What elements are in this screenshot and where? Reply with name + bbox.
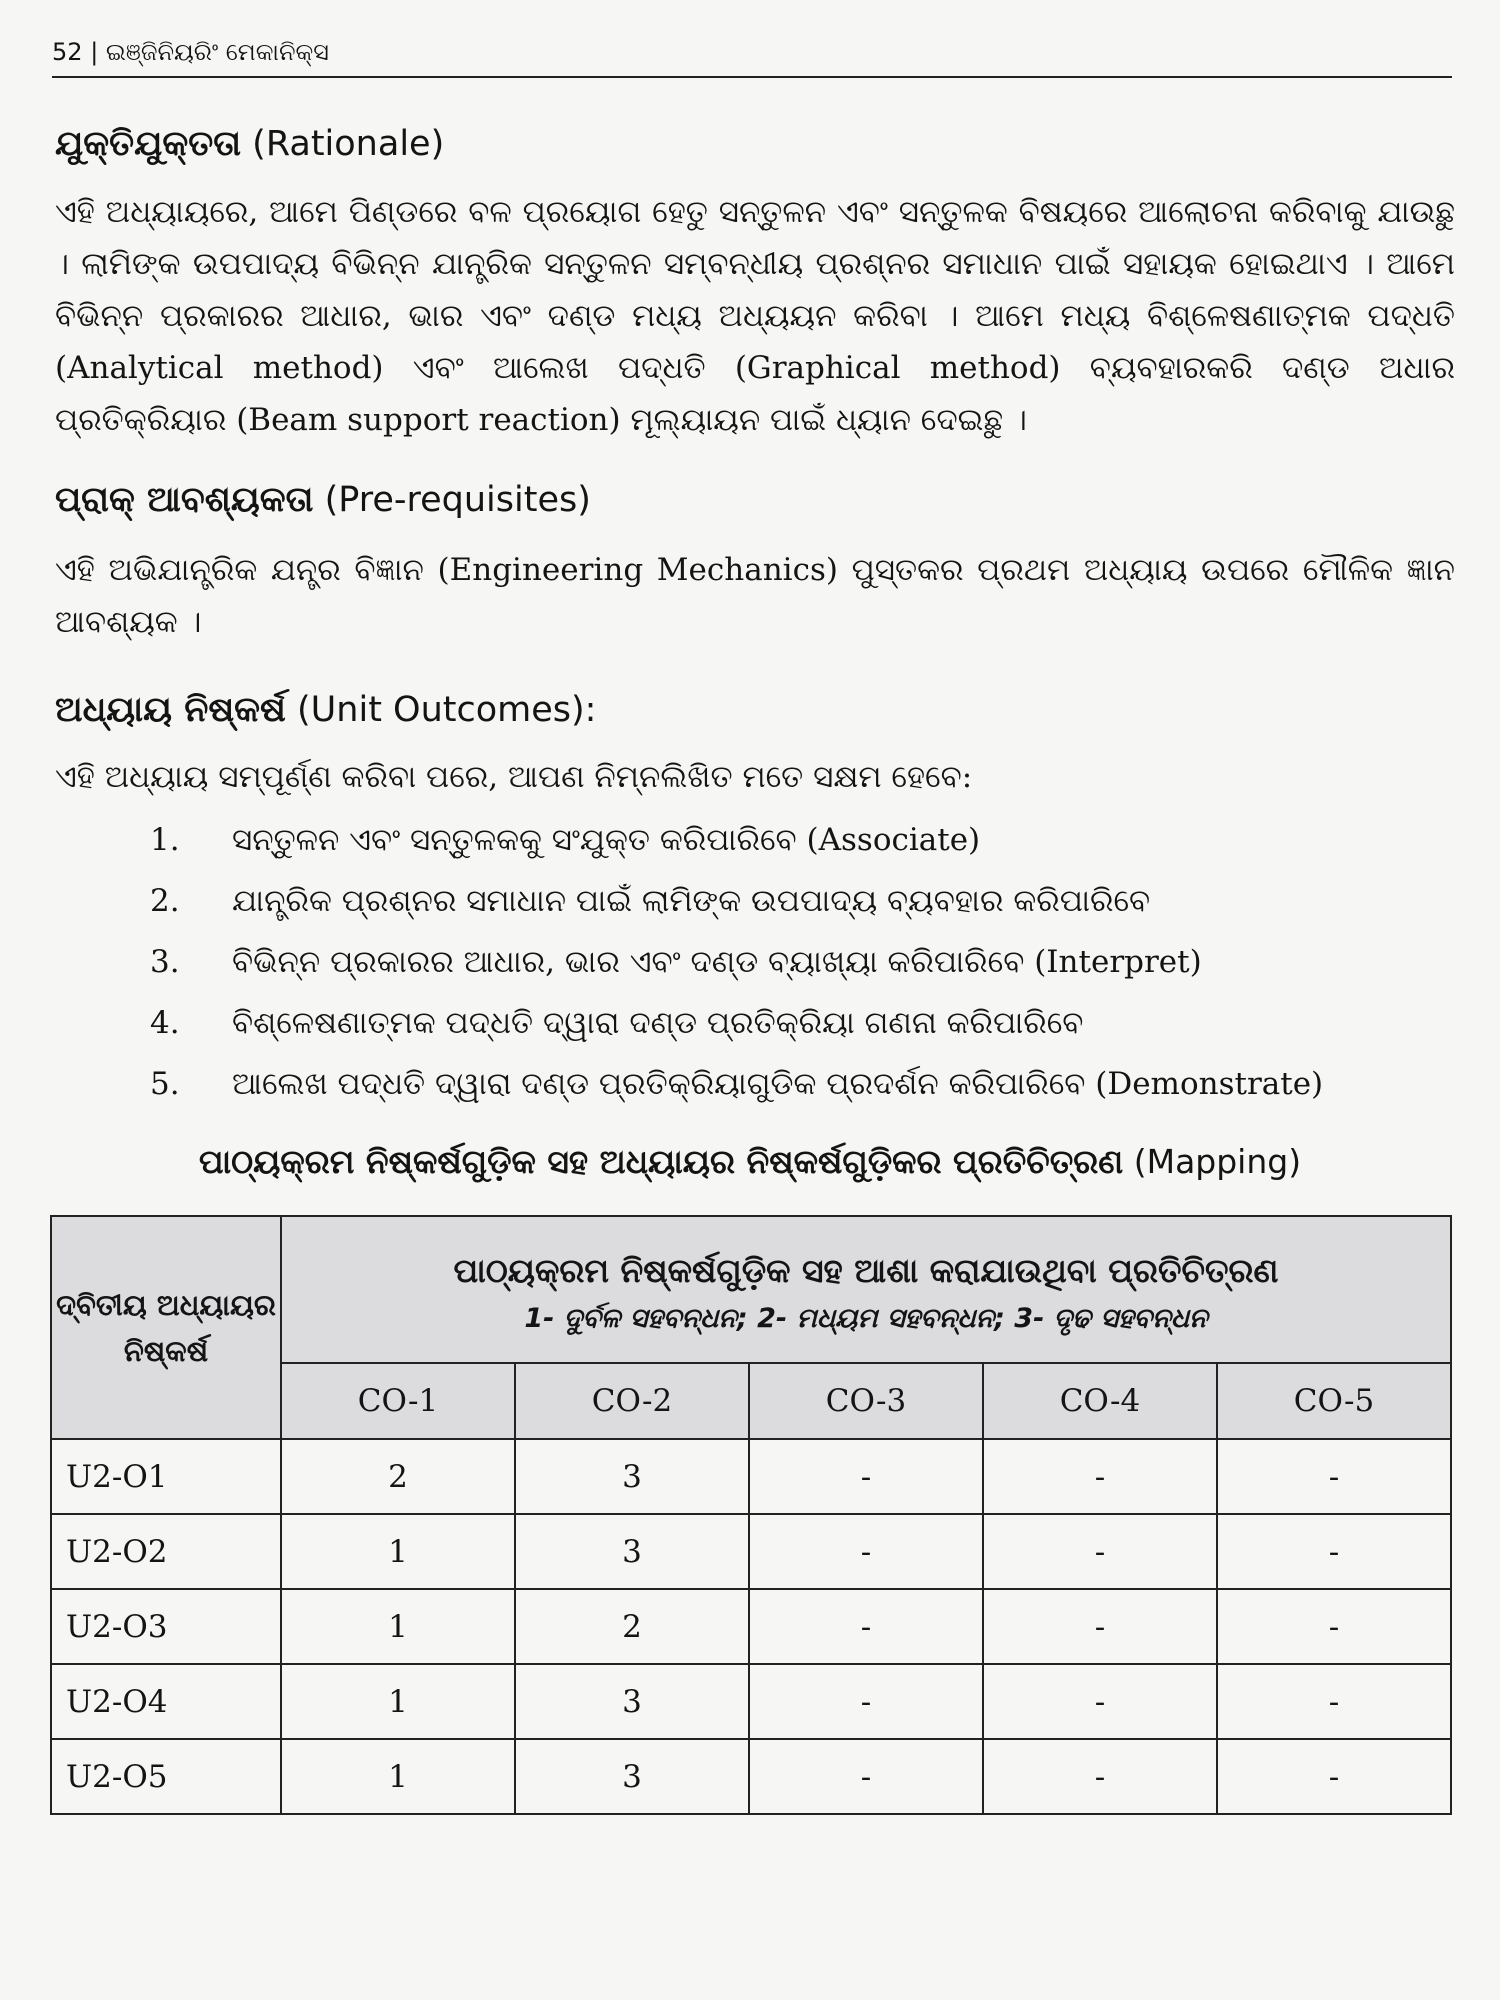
table-cell: - bbox=[983, 1739, 1217, 1814]
table-cell: 1 bbox=[281, 1589, 515, 1664]
running-header bbox=[52, 38, 1452, 78]
rationale-heading bbox=[55, 124, 444, 164]
table-cell: - bbox=[983, 1439, 1217, 1514]
column-group-legend: 1- ଦୁର୍ବଳ ସହବନ୍ଧନ; 2- ମଧ୍ୟମ ସହବନ୍ଧନ; 3- ଦୃଢ ସହବନ୍ଧନ bbox=[524, 1302, 1208, 1334]
list-item-number: 4. bbox=[150, 1005, 180, 1041]
column-header-co1: CO-1 bbox=[281, 1363, 515, 1439]
table-cell: - bbox=[749, 1439, 983, 1514]
table-header-row bbox=[51, 1216, 1451, 1363]
prerequisites-heading bbox=[55, 480, 591, 520]
list-item bbox=[150, 998, 1450, 1059]
table-cell: - bbox=[749, 1664, 983, 1739]
row-label: U2-O1 bbox=[51, 1439, 281, 1514]
table-cell: - bbox=[1217, 1664, 1451, 1739]
prerequisites-body: ଏହି ଅଭିଯାନ୍ତ୍ରିକ ଯନ୍ତ୍ର ବିଜ୍ଞାନ (Engineering Mechanics) ପୁସ୍ତକର ପ୍ରଥମ ଅଧ୍ୟାୟ ଉପରେ ମୌଳିକ ଜ୍ଞାନ ଆବଶ୍ୟକ । bbox=[55, 552, 1456, 640]
header-separator: | bbox=[90, 38, 99, 66]
mapping-table bbox=[50, 1215, 1452, 1815]
list-item-number: 5. bbox=[150, 1066, 180, 1102]
row-label: U2-O3 bbox=[51, 1589, 281, 1664]
list-item-number: 3. bbox=[150, 944, 180, 980]
table-cell: - bbox=[749, 1739, 983, 1814]
table-row bbox=[51, 1664, 1451, 1739]
rationale-body: ଏହି ଅଧ୍ୟାୟରେ, ଆମେ ପିଣ୍ଡରେ ବଳ ପ୍ରୟୋଗ ହେତୁ ସନ୍ତୁଳନ ଏବଂ ସନ୍ତୁଳକ ବିଷୟରେ ଆଲୋଚନା କରିବାକୁ ଯାଉଛୁ । ଲାମିଙ୍କ ଉପପାଦ୍ୟ ବିଭିନ୍ନ ଯାନ୍ତ୍ରିକ ସନ୍ତୁଳନ ସମ୍ବନ୍ଧୀୟ ପ୍ରଶ୍ନର ସମାଧାନ ପାଇଁ ସହାୟକ ହୋଇଥାଏ । ଆମେ ବିଭିନ୍ନ ପ୍ରକାରର ଆଧାର, ଭାର ଏବଂ ଦଣ୍ଡ ମଧ୍ୟ ଅଧ୍ୟୟନ କରିବା । ଆମେ ମଧ୍ୟ ବିଶ୍ଳେଷଣାତ୍ମକ ପଦ୍ଧତି (Analytical method) ଏବଂ ଆଲେଖ ପଦ୍ଧତି (Graphical method) ବ୍ୟବହାରକରି ଦଣ୍ଡ ଅଧାର ପ୍ରତିକ୍ରିୟାର (Beam support reaction) ମୂଲ୍ୟାୟନ ପାଇଁ ଧ୍ୟାନ ଦେଇଛୁ । bbox=[55, 194, 1455, 438]
list-item-text: ବିଶ୍ଳେଷଣାତ୍ମକ ପଦ୍ଧତି ଦ୍ୱାରା ଦଣ୍ଡ ପ୍ରତିକ୍ରିୟା ଗଣନା କରିପାରିବେ bbox=[232, 1005, 1084, 1041]
list-item bbox=[150, 876, 1450, 937]
table-cell: 1 bbox=[281, 1739, 515, 1814]
row-label: U2-O4 bbox=[51, 1664, 281, 1739]
list-item-text: ବିଭିନ୍ନ ପ୍ରକାରର ଆଧାର, ଭାର ଏବଂ ଦଣ୍ଡ ବ୍ୟାଖ୍ୟା କରିପାରିବେ (Interpret) bbox=[232, 944, 1202, 980]
row-header-cell: ଦ୍ବିତୀୟ ଅଧ୍ୟାୟର ନିଷ୍କର୍ଷ bbox=[51, 1216, 281, 1439]
table-cell: - bbox=[983, 1589, 1217, 1664]
list-item-number: 2. bbox=[150, 883, 180, 919]
table-cell: - bbox=[1217, 1514, 1451, 1589]
unit-outcomes-intro: ଏହି ଅଧ୍ୟାୟ ସମ୍ପୂର୍ଣ୍ଣ କରିବା ପରେ, ଆପଣ ନିମ୍ନଲିଖିତ ମତେ ସକ୍ଷମ ହେବେ: bbox=[55, 759, 973, 795]
list-item bbox=[150, 937, 1450, 998]
table-cell: 3 bbox=[515, 1739, 749, 1814]
page-number: 52 bbox=[52, 38, 83, 66]
unit-outcomes-list bbox=[150, 815, 1450, 1120]
table-cell: - bbox=[1217, 1439, 1451, 1514]
table-cell: - bbox=[749, 1589, 983, 1664]
prerequisites-heading-english: (Pre-requisites) bbox=[324, 480, 591, 520]
list-item bbox=[150, 1059, 1450, 1120]
table-cell: - bbox=[1217, 1739, 1451, 1814]
column-group-header bbox=[281, 1216, 1451, 1363]
rationale-heading-odia: ଯୁକ୍ତିଯୁକ୍ତତା bbox=[55, 124, 242, 164]
table-cell: 3 bbox=[515, 1439, 749, 1514]
list-item-number: 1. bbox=[150, 822, 180, 858]
table-cell: 3 bbox=[515, 1664, 749, 1739]
table-cell: - bbox=[749, 1514, 983, 1589]
book-title: ଇଞ୍ଜିନିୟରିଂ ମେକାନିକ୍ସ bbox=[105, 38, 329, 66]
table-cell: 1 bbox=[281, 1514, 515, 1589]
row-label: U2-O2 bbox=[51, 1514, 281, 1589]
mapping-title-odia: ପାଠ୍ୟକ୍ରମ ନିଷ୍କର୍ଷଗୁଡ଼ିକ ସହ ଅଧ୍ୟାୟର ନିଷ୍କର୍ଷଗୁଡ଼ିକର ପ୍ରତିଚିତ୍ରଣ bbox=[198, 1142, 1124, 1181]
list-item-text: ସନ୍ତୁଳନ ଏବଂ ସନ୍ତୁଳକକୁ ସଂଯୁକ୍ତ କରିପାରିବେ (Associate) bbox=[232, 822, 981, 858]
rationale-heading-english: (Rationale) bbox=[252, 124, 445, 164]
table-cell: 2 bbox=[281, 1439, 515, 1514]
table-cell: 2 bbox=[515, 1589, 749, 1664]
mapping-title-english: (Mapping) bbox=[1133, 1142, 1302, 1181]
table-cell: 3 bbox=[515, 1514, 749, 1589]
column-header-co3: CO-3 bbox=[749, 1363, 983, 1439]
table-cell: 1 bbox=[281, 1664, 515, 1739]
table-row bbox=[51, 1589, 1451, 1664]
column-group-title: ପାଠ୍ୟକ୍ରମ ନିଷ୍କର୍ଷଗୁଡ଼ିକ ସହ ଆଶା କରାଯାଉଥିବା ପ୍ରତିଚିତ୍ରଣ bbox=[453, 1250, 1279, 1290]
table-row bbox=[51, 1739, 1451, 1814]
table-cell: - bbox=[983, 1514, 1217, 1589]
list-item bbox=[150, 815, 1450, 876]
column-header-co4: CO-4 bbox=[983, 1363, 1217, 1439]
table-cell: - bbox=[1217, 1589, 1451, 1664]
prerequisites-heading-odia: ପ୍ରାକ୍ ଆବଶ୍ୟକତା bbox=[55, 480, 314, 520]
mapping-title bbox=[0, 1142, 1500, 1182]
unit-outcomes-heading bbox=[55, 690, 596, 730]
table-cell: - bbox=[983, 1664, 1217, 1739]
list-item-text: ଆଲେଖ ପଦ୍ଧତି ଦ୍ୱାରା ଦଣ୍ଡ ପ୍ରତିକ୍ରିୟାଗୁଡିକ ପ୍ରଦର୍ଶନ କରିପାରିବେ (Demonstrate) bbox=[232, 1066, 1324, 1102]
unit-outcomes-heading-english: (Unit Outcomes): bbox=[297, 690, 597, 730]
column-header-co2: CO-2 bbox=[515, 1363, 749, 1439]
table-row bbox=[51, 1514, 1451, 1589]
unit-outcomes-heading-odia: ଅଧ୍ୟାୟ ନିଷ୍କର୍ଷ bbox=[55, 690, 286, 730]
column-header-co5: CO-5 bbox=[1217, 1363, 1451, 1439]
list-item-text: ଯାନ୍ତ୍ରିକ ପ୍ରଶ୍ନର ସମାଧାନ ପାଇଁ ଲାମିଙ୍କ ଉପପାଦ୍ୟ ବ୍ୟବହାର କରିପାରିବେ bbox=[232, 883, 1151, 919]
table-row bbox=[51, 1439, 1451, 1514]
row-label: U2-O5 bbox=[51, 1739, 281, 1814]
